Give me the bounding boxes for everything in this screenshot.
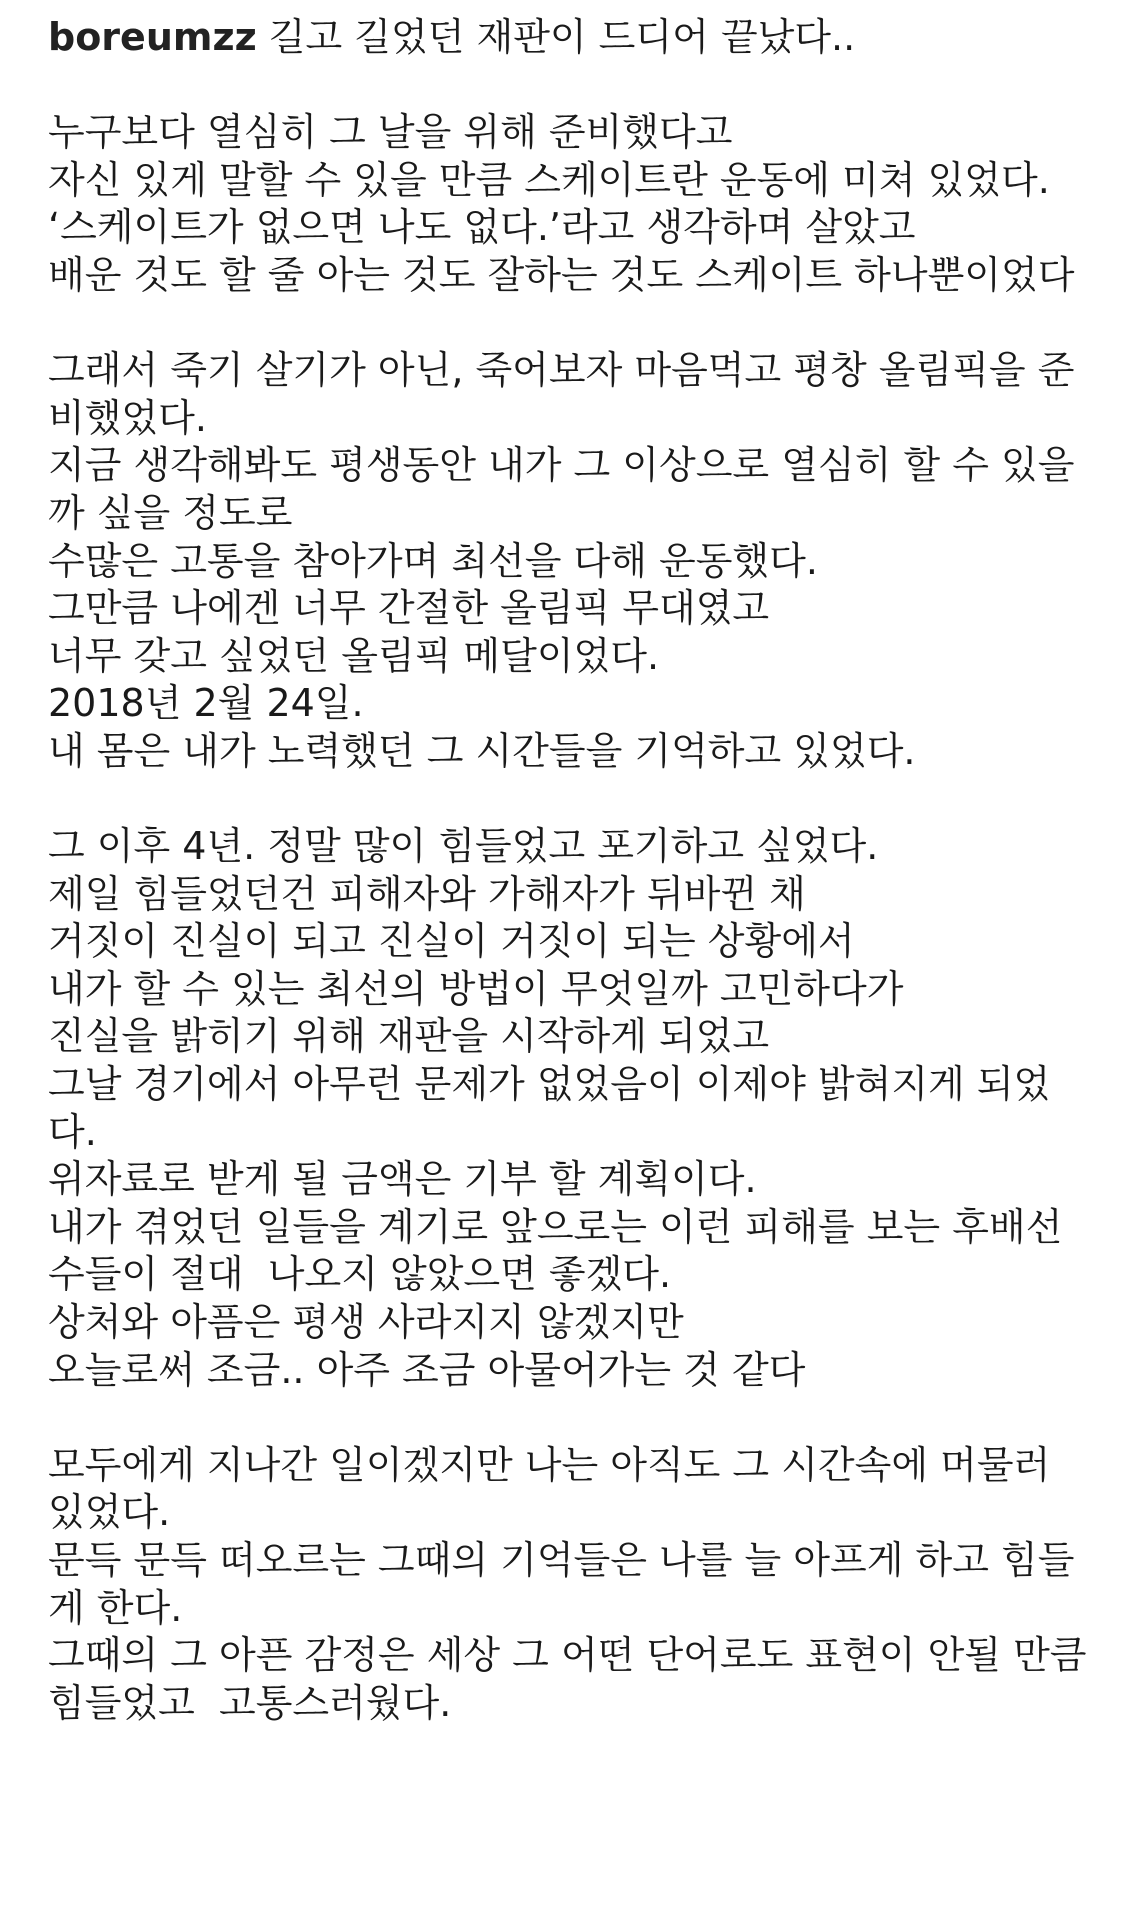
caption-line: 진실을 밝히기 위해 재판을 시작하게 되었고 (48, 1014, 770, 1059)
caption-line: 내가 할 수 있는 최선의 방법이 무엇일까 고민하다가 (48, 966, 904, 1011)
blank-line (48, 1394, 1093, 1442)
caption-line: 모두에게 지나간 일이겠지만 나는 아직도 그 시간속에 머물러 (48, 1442, 1051, 1487)
caption-line: 너무 갖고 싶었던 올림픽 메달이었다. (48, 633, 660, 678)
caption-line: 2018년 2월 24일. (48, 681, 364, 726)
caption-line: 그 이후 4년. 정말 많이 힘들었고 포기하고 싶었다. (48, 824, 879, 869)
caption-line: 수들이 절대 나오지 않았으면 좋겠다. (48, 1252, 672, 1297)
caption-line: 오늘로써 조금.. 아주 조금 아물어가는 것 같다 (48, 1347, 806, 1392)
caption-line: 그때의 그 아픈 감정은 세상 그 어떤 단어로도 표현이 안될 만큼 (48, 1633, 1087, 1678)
blank-line (48, 776, 1093, 824)
caption-body (48, 62, 1093, 1728)
caption-line: 배운 것도 할 줄 아는 것도 잘하는 것도 스케이트 하나뿐이었다 (48, 252, 1075, 297)
caption-line: 그만큼 나에겐 너무 간절한 올림픽 무대였고 (48, 586, 770, 631)
caption-line: 까 싶을 정도로 (48, 490, 293, 535)
caption-line: 다. (48, 1109, 97, 1154)
caption-line: 상처와 아픔은 평생 사라지지 않겠지만 (48, 1300, 684, 1345)
caption-line: 위자료로 받게 될 금액은 기부 할 계획이다. (48, 1157, 757, 1202)
blank-line (48, 300, 1093, 348)
caption-line: 비했었다. (48, 395, 207, 440)
post-caption (48, 14, 1093, 1727)
username[interactable]: boreumzz (48, 15, 257, 59)
caption-line: 그날 경기에서 아무런 문제가 없었음이 이제야 밝혀지게 되었 (48, 1062, 1051, 1107)
caption-line: 누구보다 열심히 그 날을 위해 준비했다고 (48, 110, 733, 155)
caption-line: 있었다. (48, 1490, 171, 1535)
caption-line: 제일 힘들었던건 피해자와 가해자가 뒤바뀐 채 (48, 871, 806, 916)
caption-line: 게 한다. (48, 1585, 183, 1630)
caption-line: 내 몸은 내가 노력했던 그 시간들을 기억하고 있었다. (48, 728, 916, 773)
caption-line: 지금 생각해봐도 평생동안 내가 그 이상으로 열심히 할 수 있을 (48, 443, 1075, 488)
caption-line: ‘스케이트가 없으면 나도 없다.’라고 생각하며 살았고 (48, 205, 916, 250)
caption-line: 수많은 고통을 참아가며 최선을 다해 운동했다. (48, 538, 818, 583)
caption-line: 내가 겪었던 일들을 계기로 앞으로는 이런 피해를 보는 후배선 (48, 1204, 1063, 1249)
caption-line: 자신 있게 말할 수 있을 만큼 스케이트란 운동에 미쳐 있었다. (48, 157, 1050, 202)
caption-first-line (48, 14, 1093, 62)
caption-text: 길고 길었던 재판이 드디어 끝났다.. (256, 15, 856, 59)
caption-line: 문득 문득 떠오르는 그때의 기억들은 나를 늘 아프게 하고 힘들 (48, 1538, 1075, 1582)
blank-line (48, 62, 1093, 110)
caption-line: 거짓이 진실이 되고 진실이 거짓이 되는 상황에서 (48, 919, 855, 964)
caption-line: 그래서 죽기 살기가 아닌, 죽어보자 마음먹고 평창 올림픽을 준 (48, 348, 1075, 393)
caption-line: 힘들었고 고통스러웠다. (48, 1680, 452, 1725)
